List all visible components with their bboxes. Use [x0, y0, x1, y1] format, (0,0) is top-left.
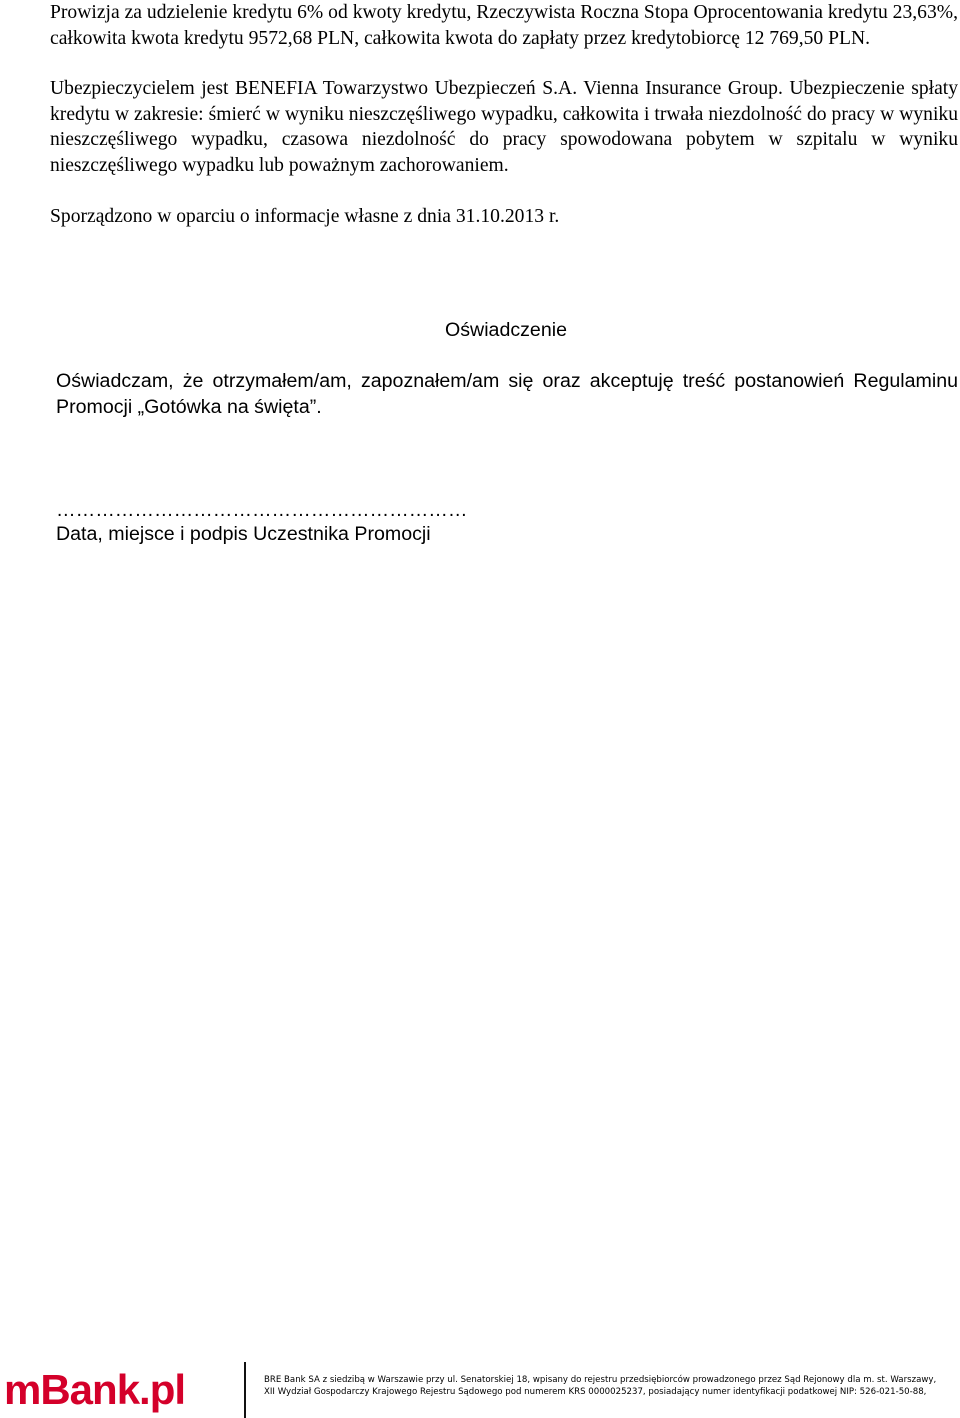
insurance-paragraph: Ubezpieczycielem jest BENEFIA Towarzystwo Ubezpieczeń S.A. Vienna Insurance Group. Ubezpieczenie spłaty kredytu w zakresie: śmierć w wyniku nieszczęśliwego wypadku, całkowita i trwała niezdolność do pracy w wyniku nieszczęśliwego wypadku, czasowa niezdolność do pracy spowodowana pobytem w szpitalu w wyniku nieszczęśliwego wypadku lub poważnym zachorowaniem. — [50, 78, 958, 176]
footer-legal-line-1: BRE Bank SA z siedzibą w Warszawie przy ul. Senatorskiej 18, wpisany do rejestru przedsiębiorców prowadzonego przez Sąd Rejonowy dla m. st. Warszawy, — [264, 1375, 937, 1385]
footer-legal-line-2: XII Wydział Gospodarczy Krajowego Rejestru Sądowego pod numerem KRS 0000025237, posiadający numer identyfikacji podatkowej NIP: 526-021-50-88, — [264, 1387, 927, 1397]
page-footer — [0, 1350, 960, 1418]
signature-line: ……………………………………………………… — [56, 499, 468, 521]
footer-divider — [244, 1362, 246, 1418]
mbank-logo: mBank.pl — [4, 1366, 186, 1413]
declaration-title: Oświadczenie — [445, 319, 567, 341]
declaration-text: Oświadczam, że otrzymałem/am, zapoznałem/am się oraz akceptuję treść postanowień Regulaminu Promocji „Gotówka na święta”. — [56, 370, 958, 418]
loan-terms-paragraph: Prowizja za udzielenie kredytu 6% od kwoty kredytu, Rzeczywista Roczna Stopa Oprocentowania kredytu 23,63%, całkowita kwota kredytu 9572,68 PLN, całkowita kwota do zapłaty przez kredytobiorcę 12 769,50 PLN. — [50, 2, 958, 49]
footer-legal-text — [264, 1374, 960, 1398]
signature-label: Data, miejsce i podpis Uczestnika Promocji — [56, 523, 431, 545]
source-date-paragraph: Sporządzono w oparciu o informacje własne z dnia 31.10.2013 r. — [50, 206, 560, 227]
